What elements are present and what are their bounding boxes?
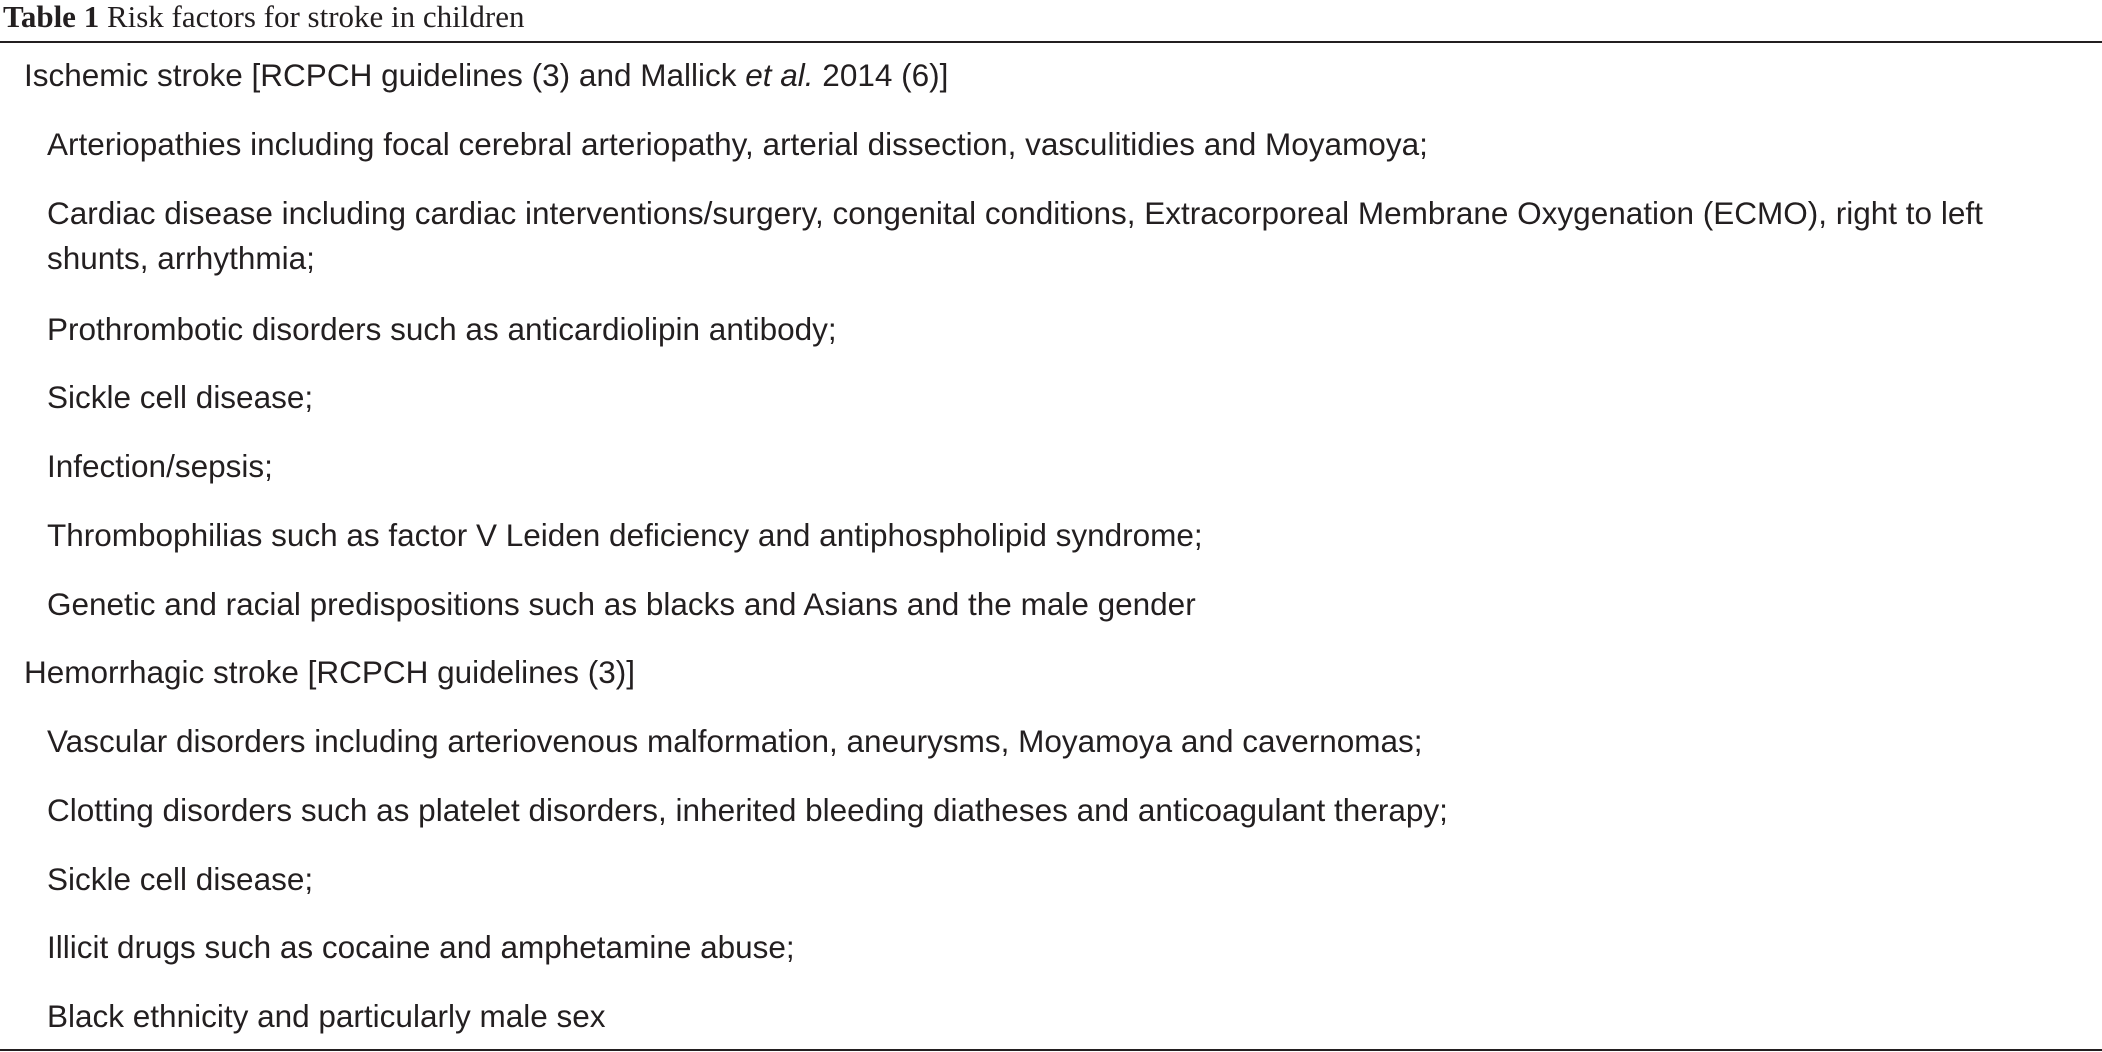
table-row: Vascular disorders including arteriovenous malformation, aneurysms, Moyamoya and cavernomas; — [47, 723, 1423, 759]
ischemic-heading-suffix: 2014 (6)] — [813, 57, 949, 93]
ischemic-heading-italic: et al. — [745, 57, 814, 93]
table-row: Black ethnicity and particularly male sex — [47, 998, 606, 1034]
table-row: Sickle cell disease; — [47, 379, 314, 415]
ischemic-heading-text: Ischemic stroke [RCPCH guidelines (3) and Mallick — [24, 57, 746, 93]
top-rule — [0, 41, 2102, 43]
table-row: Clotting disorders such as platelet disorders, inherited bleeding diatheses and anticoagulant therapy; — [47, 792, 1448, 828]
table-row: Arteriopathies including focal cerebral arteriopathy, arterial dissection, vasculitidies and Moyamoya; — [47, 126, 1428, 162]
table-row: Thrombophilias such as factor V Leiden deficiency and antiphospholipid syndrome; — [47, 517, 1203, 553]
section-heading-ischemic — [0, 53, 2102, 98]
table-title: Risk factors for stroke in children — [106, 0, 525, 34]
section-heading-hemorrhagic: Hemorrhagic stroke [RCPCH guidelines (3)] — [24, 654, 635, 690]
table-caption — [3, 0, 524, 37]
table-row: Cardiac disease including cardiac interventions/surgery, congenital conditions, Extracorporeal Membrane Oxygenation (ECMO), right to left shunts, arrhythmia; — [47, 195, 1983, 276]
table-row: Sickle cell disease; — [47, 861, 314, 897]
table-row: Infection/sepsis; — [47, 448, 273, 484]
table-row: Illicit drugs such as cocaine and amphetamine abuse; — [47, 929, 795, 965]
table-row: Genetic and racial predispositions such as blacks and Asians and the male gender — [47, 586, 1196, 622]
table-row: Prothrombotic disorders such as anticardiolipin antibody; — [47, 311, 837, 347]
table-label: Table 1 — [3, 0, 100, 34]
bottom-rule — [0, 1049, 2102, 1051]
